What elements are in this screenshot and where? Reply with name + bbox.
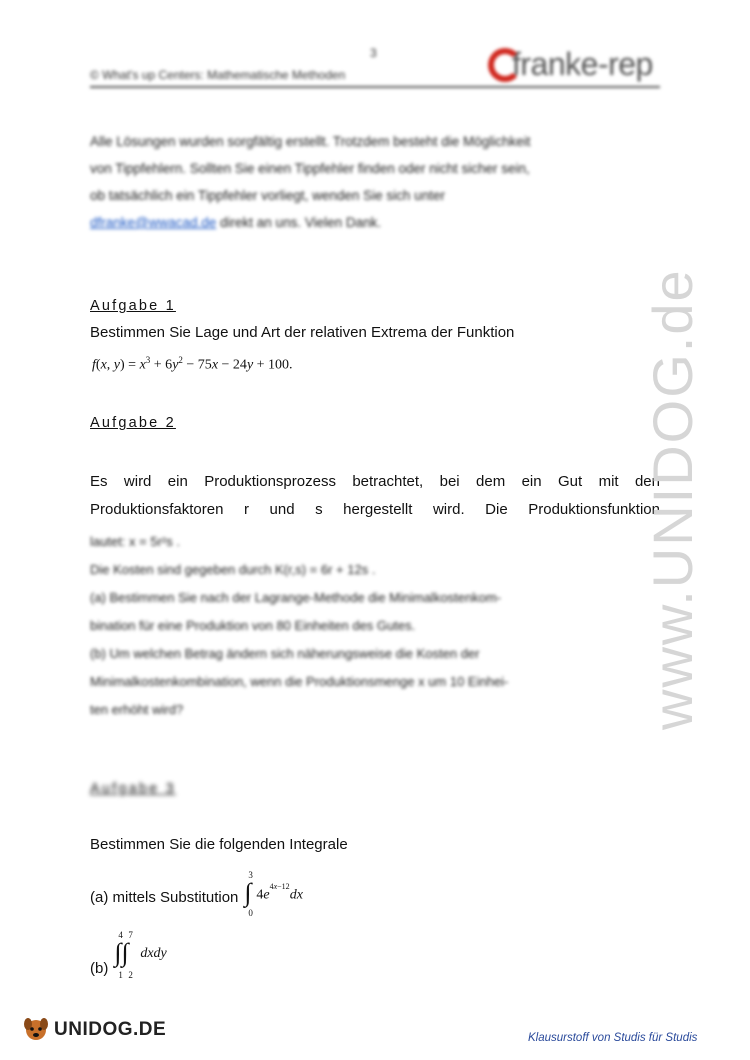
intro-line-rest: direkt an uns. Vielen Dank.	[216, 215, 382, 230]
task2-line: Die Kosten sind gegeben durch K(r,s) = 6r + 12s .	[90, 562, 376, 577]
task1-formula: f(x, $y) = x^3 + 6y^2 - 75x - 24y + 100$.	[92, 355, 293, 373]
footer-brand: UNIDOG.DE	[54, 1019, 167, 1040]
integral-a: 3 ∫ 0 $4e^{4x-12}dx$	[244, 870, 303, 918]
dog-mascot-icon	[22, 1016, 50, 1044]
task2-line: Minimalkostenkombination, wenn die Produktionsmenge x um 10 Einhei-	[90, 674, 509, 689]
task2-line: (a) Bestimmen Sie nach der Lagrange-Methode die Minimalkostenkom-	[90, 590, 502, 605]
intro-line	[90, 209, 660, 236]
logo-mark-icon	[488, 48, 522, 82]
task2-line: ten erhöht wird?	[90, 702, 184, 717]
task2-line: lautet: x = 5r²s .	[90, 534, 180, 549]
logo-text: franke-rep	[512, 46, 653, 82]
task2-title: Aufgabe 2	[90, 415, 176, 431]
task2-line: bination für eine Produktion von 80 Einheiten des Gutes.	[90, 618, 416, 633]
email-link[interactable]: dfranke@wwacad.de	[90, 215, 217, 230]
footer-tagline: Klausurstoff von Studis für Studis	[528, 1032, 698, 1044]
task2-details	[90, 528, 660, 724]
intro-line: ob tatsächlich ein Tippfehler vorliegt, wenden Sie sich unter	[90, 188, 445, 203]
task3-text: Bestimmen Sie die folgenden Integrale	[90, 836, 348, 853]
task3-part-b	[90, 930, 186, 982]
intro-paragraph	[90, 128, 660, 236]
intro-line: Alle Lösungen wurden sorgfältig erstellt. Trotzdem besteht die Möglichkeit	[90, 134, 531, 149]
integral-b: 4 7 ∫∫ 1 2 dxdy	[114, 930, 167, 980]
task3-part-a	[90, 870, 324, 918]
header-title: © What's up Centers: Mathematische Methoden	[90, 68, 346, 82]
task1-text: Bestimmen Sie Lage und Art der relativen Extrema der Funktion	[90, 324, 515, 341]
task3-title: Aufgabe 3	[90, 781, 176, 797]
task2-line: (b) Um welchen Betrag ändern sich näherungsweise die Kosten der	[90, 646, 480, 661]
task3-part-b-label: (b)	[90, 959, 109, 977]
task1-title: Aufgabe 1	[90, 298, 176, 314]
footer-logo	[22, 1016, 166, 1044]
watermark: www.UNIDOG.de	[641, 268, 704, 730]
intro-line: von Tippfehlern. Sollten Sie einen Tippfehler finden oder nicht sicher sein,	[90, 161, 530, 176]
task3-part-a-label: (a) mittels Substitution	[90, 888, 239, 906]
page-number: 3	[370, 46, 377, 60]
header-divider	[90, 86, 660, 88]
franke-rep-logo	[488, 46, 653, 83]
task2-text: Es wird ein Produktionsprozess betrachtet, bei dem ein Gut mit den Produktionsfaktoren r und s hergestellt wird. Die Produktionsfunktion	[90, 473, 660, 518]
